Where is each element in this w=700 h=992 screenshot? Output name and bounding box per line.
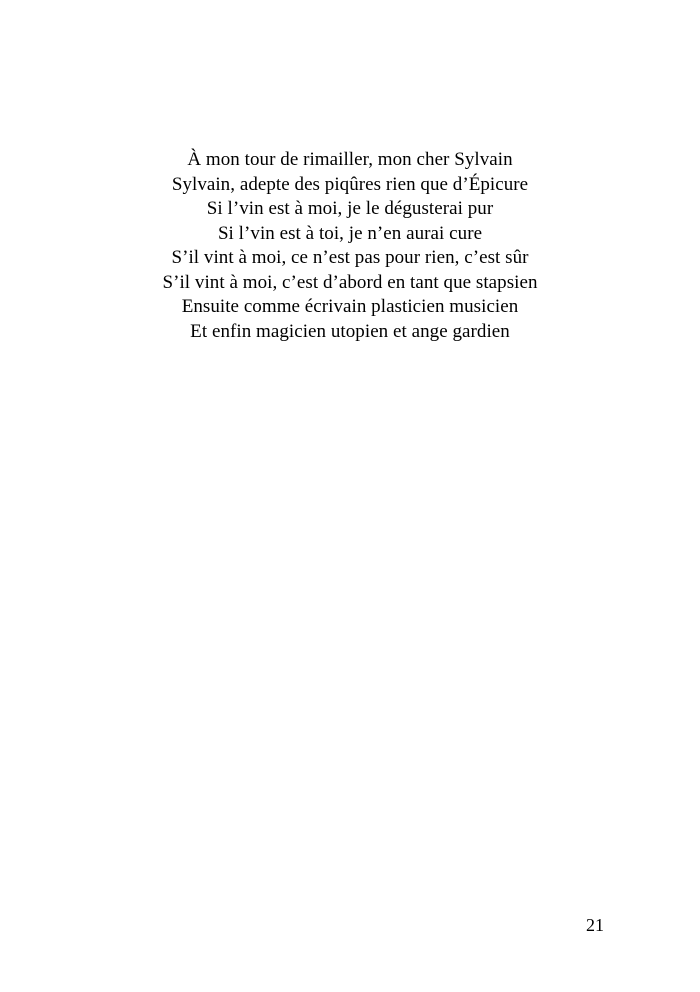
poem-line: Si l’vin est à moi, je le dégusterai pur bbox=[206, 198, 494, 219]
poem-stanza bbox=[0, 148, 700, 344]
poem-line: Et enfin magicien utopien et ange gardien bbox=[190, 320, 510, 342]
poem-line: S’il vint à moi, ce n’est pas pour rien, c’est sûr bbox=[171, 247, 529, 268]
poem-line: Si l’vin est à toi, je n’en aurai cure bbox=[217, 222, 483, 244]
poem-line: S’il vint à moi, c’est d’abord en tant que stapsien bbox=[162, 271, 538, 293]
poem-line: Ensuite comme écrivain plasticien musicien bbox=[181, 296, 519, 317]
poem-line: Sylvain, adepte des piqûres rien que d’Épicure bbox=[171, 173, 529, 195]
poem-line: À mon tour de rimailler, mon cher Sylvain bbox=[187, 149, 513, 170]
page-number: 21 bbox=[586, 915, 604, 935]
